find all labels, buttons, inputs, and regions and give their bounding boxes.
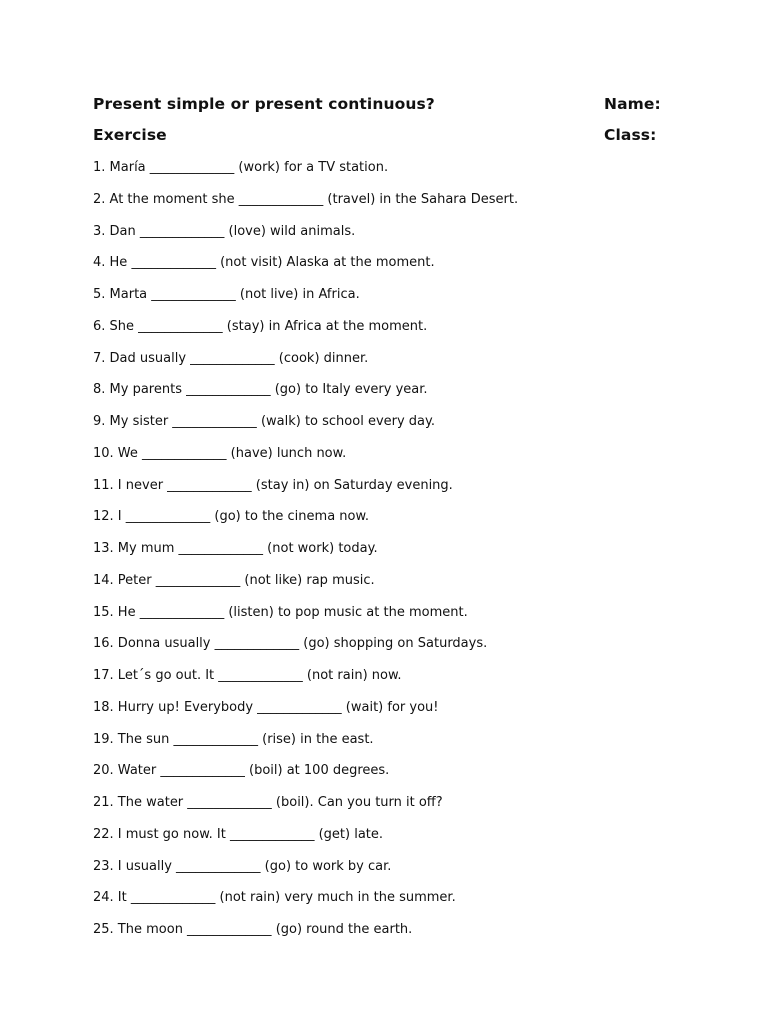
- exercise-list: [93, 158, 733, 952]
- exercise-heading: Exercise: [93, 126, 167, 144]
- name-label: Name:: [604, 95, 661, 113]
- exercise-item: 1. María _____________ (work) for a TV station.: [93, 160, 389, 175]
- exercise-item: 24. It _____________ (not rain) very much in the summer.: [93, 890, 456, 906]
- exercise-item: 16. Donna usually _____________ (go) shopping on Saturdays.: [93, 636, 488, 652]
- exercise-item: 17. Let´s go out. It _____________ (not rain) now.: [93, 668, 402, 683]
- class-label: Class:: [604, 126, 657, 144]
- exercise-item: 13. My mum _____________ (not work) today.: [93, 541, 378, 556]
- exercise-item: 20. Water _____________ (boil) at 100 degrees.: [93, 763, 390, 779]
- exercise-item: 25. The moon _____________ (go) round the earth.: [93, 922, 413, 937]
- exercise-item: 21. The water _____________ (boil). Can you turn it off?: [93, 795, 443, 810]
- exercise-item: 6. She _____________ (stay) in Africa at the moment.: [93, 318, 428, 334]
- exercise-item: 3. Dan _____________ (love) wild animals.: [93, 223, 356, 239]
- exercise-item: 15. He _____________ (listen) to pop music at the moment.: [93, 604, 468, 620]
- exercise-item: 10. We _____________ (have) lunch now.: [93, 445, 347, 461]
- exercise-item: 4. He _____________ (not visit) Alaska at the moment.: [93, 255, 435, 271]
- exercise-item: 23. I usually _____________ (go) to work by car.: [93, 858, 392, 874]
- exercise-item: 22. I must go now. It _____________ (get) late.: [93, 826, 384, 842]
- exercise-item: 19. The sun _____________ (rise) in the east.: [93, 731, 374, 747]
- exercise-item: 14. Peter _____________ (not like) rap music.: [93, 572, 375, 588]
- exercise-item: 5. Marta _____________ (not live) in Africa.: [93, 287, 360, 302]
- exercise-item: 8. My parents _____________ (go) to Italy every year.: [93, 382, 428, 398]
- exercise-item: 12. I _____________ (go) to the cinema now.: [93, 509, 370, 525]
- exercise-item: 9. My sister _____________ (walk) to school every day.: [93, 414, 435, 429]
- exercise-item: 7. Dad usually _____________ (cook) dinner.: [93, 350, 369, 366]
- exercise-item: 2. At the moment she _____________ (travel) in the Sahara Desert.: [93, 191, 519, 207]
- exercise-item: 18. Hurry up! Everybody _____________ (wait) for you!: [93, 699, 439, 715]
- worksheet-title: Present simple or present continuous?: [93, 95, 435, 113]
- exercise-item: 11. I never _____________ (stay in) on Saturday evening.: [93, 477, 453, 493]
